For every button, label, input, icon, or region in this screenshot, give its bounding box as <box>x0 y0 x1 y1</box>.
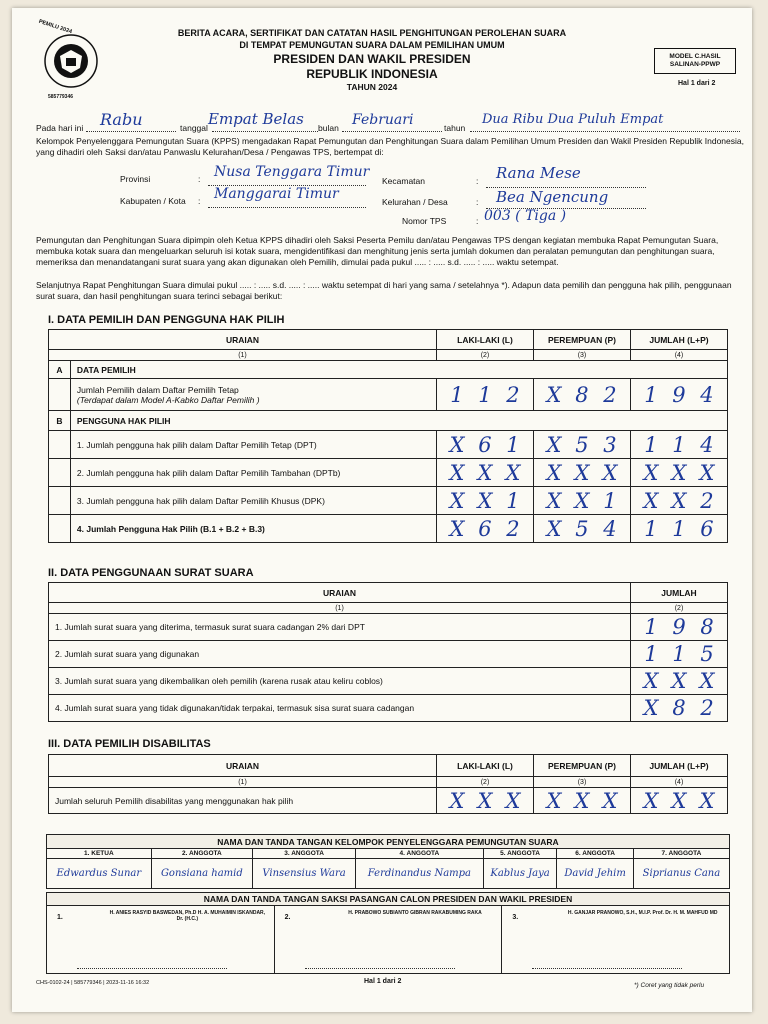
digit: 8 <box>672 696 686 720</box>
digit: X <box>671 669 687 693</box>
tahun-label: tahun <box>444 123 466 133</box>
s1-col-l: LAKI-LAKI (L) <box>436 330 533 350</box>
saksi-cell-1 <box>47 906 275 974</box>
kpps-role: 3. ANGGOTA <box>252 849 355 859</box>
s3-num2: (2) <box>437 777 534 788</box>
table-row <box>49 695 728 722</box>
digit: X <box>546 516 562 541</box>
digit: X <box>643 488 659 513</box>
kpps-signature-table <box>46 834 730 889</box>
form-sheet: PEMILU 2024 585779346 BERITA ACARA, SERTIFIKAT DAN CATATAN HASIL PENGHITUNGAN PEROLEHAN SUARA DI TEMPAT PEMUNGUTAN SUARA DALAM PEMILIHAN UMUM PRESIDEN DAN WAKIL PRESIDEN REPUBLIK INDONESIA TAHUN 2024 MODEL C.HASIL SALINAN-PPWP Hal 1 dari 2 Pada hari ini Rabu tanggal Empat Belas bulan Februari tahun Dua Ribu Dua Puluh Empat Kelompok Penyelenggara Pemungutan Suara (KPPS) mengadakan Rapat Pemungutan dan Penghitungan Suara dalam Pemilihan Umum Presiden dan Wakil Presiden Republik Indonesia, yang dihadiri oleh Saksi dan/atau Panwaslu Kelurahan/Desa / Pengawas TPS, bertempat di: Provinsi : Nusa Tenggara Timur Kabupaten / Kota : Manggarai Timur Kecamatan : Rana Mese Kelurahan / Desa : Bea Ngencung Nomor TPS : 003 ( Tiga ) Pemungutan dan Penghitungan Suara dipimpin oleh Ketua KPPS dihadiri oleh Saksi Peserta Pemilu dan/atau Pengawas TPS dengan kegiatan membuka Rapat Pemungutan Suara, membuka kotak suara dan mengeluarkan seluruh isi kotak suara, mengidentifikasi dan menghitung jenis serta jumlah dokumen dan peralatan pemungutan dan penghitungan suara, memeriksa dan menandatangani surat suara yang akan digunakan oleh Pemilih, dimulai pada pukul ..... : ..... s.d. ..... : ..... waktu setempat. Selanjutnya Rapat Penghitungan Suara dimulai pukul ..... : ..... s.d. ..... : ..... waktu setempat di hari yang sama / setelahnya *). Adapun data pemilih dan pengguna hak pilih, penggunaan surat suara, dan hasil penghitungan suara terinci sebagai berikut: I. DATA PEMILIH DAN PENGGUNA HAK PILIH URAIAN LAKI-LAKI (L) PEREMPUAN (P) JUMLAH (L+P) (1) (2) (3) (4) A DATA PEMILIH Jumlah Pemilih dalam Daftar Pemilih Tetap (Terdapat dalam Model A-Kabko Daftar Pemilih ) 1 1 2 X 8 2 1 9 4 B PENGGUNA HAK PILIH 1. Jumlah pengguna hak pilih dalam Daftar Pemilih Tetap (DPT) X 6 1 X 5 3 1 1 4 2. Jumlah pengguna hak pilih dalam Daftar Pemilih Tambahan (DPTb) X X X X X X X X X 3. Jumlah pengguna hak pilih dalam Daftar Pemilih Khusus (DPK) X X 1 X X 1 X X 2 4. Jumlah Pengguna Hak Pilih (B.1 + B.2 + B.3) X 6 2 X 5 4 1 1 6 II. DATA PENGGUNAAN SURAT SUARA URAIAN JUMLAH (1) (2) 1. Jumlah surat suara yang diterima, termasuk surat suara cadangan 2% dari DPT 1 9 8 2. Jumlah surat suara yang digunakan 1 1 5 3. Jumlah surat suara yang dikembalikan oleh pemilih (karena rusak atau keliru coblos) X X X 4. Jumlah surat suara yang tidak digunakan/tidak terpakai, termasuk sisa surat suara cadangan X 8 2 III. DATA PEMILIH DISABILITAS URAIAN LAKI-LAKI (L) PEREMPUAN (P) JUMLAH (L+P) (1) (2) (3) (4) Jumlah seluruh Pemilih disabilitas yang menggunakan hak pilih X X X X X X X X X NAMA DAN TANDA TANGAN KELOMPOK PENYELENGGARA PEMUNGUTAN SUARA 1. KETUA 2. ANGGOTA 3. ANGGOTA 4. ANGGOTA 5. ANGGOTA 6. ANGGOTA 7. ANGGOTA Edwardus Sunar Gonsiana hamid Vinsensius Wara Ferdinandus Nampa Kablus Jaya David Jehim Siprianus Cana NAMA DAN TANDA TANGAN SAKSI PASANGAN CALON PRESIDEN DAN WAKIL PRESIDEN 1. H. ANIES RASYID BASWEDAN, Ph.D H. A. MUHAIMIN ISKANDAR, Dr. (H.C.) 2. H. PRABOWO SUBIANTO GIBRAN RAKABUMING RAKA 3. H. GANJAR PRANOWO, S.H., M.I.P. Prof. Dr. H. M. MAHFUD MD CHS-0102-24 | 585779346 | 2023-11-16 16:32 Hal 1 dari 2 *) Coret yang tidak perlu <box>12 8 752 1012</box>
saksi-candidate: H. ANIES RASYID BASWEDAN, Ph.D H. A. MUHAIMIN ISKANDAR, Dr. (H.C.) <box>109 910 266 922</box>
digit: X <box>671 788 687 813</box>
b-title: PENGGUNA HAK PILIH <box>70 411 436 431</box>
s1-col-j: JUMLAH (L+P) <box>630 330 727 350</box>
digit: 6 <box>478 516 492 541</box>
footer-note: *) Coret yang tidak perlu <box>634 982 705 989</box>
saksi-cell-3 <box>502 906 730 974</box>
a-row-note: (Terdapat dalam Model A-Kabko Daftar Pemilih ) <box>76 394 260 405</box>
digit: 1 <box>450 382 464 407</box>
s1-num2: (2) <box>436 350 533 361</box>
section1-title: I. DATA PEMILIH DAN PENGGUNA HAK PILIH <box>48 314 285 326</box>
digit: X <box>643 669 659 693</box>
kabupaten-label: Kabupaten / Kota <box>120 196 186 206</box>
kpps-role: 2. ANGGOTA <box>151 849 252 859</box>
digit: X <box>602 460 618 485</box>
s2-num1: (1) <box>49 603 631 614</box>
saksi-no: 1. <box>57 914 63 921</box>
b3-label: 3. Jumlah pengguna hak pilih dalam Daftar Pemilih Khusus (DPK) <box>70 487 436 515</box>
b-code: B <box>49 411 71 431</box>
s1-col-uraian: URAIAN <box>49 330 437 350</box>
digit: X <box>546 488 562 513</box>
s2-num2: (2) <box>631 603 728 614</box>
kpps-signature: Kablus Jaya <box>483 859 557 889</box>
saksi-no: 3. <box>512 914 519 921</box>
kecamatan-value: Rana Mese <box>496 164 581 182</box>
b4-label: 4. Jumlah Pengguna Hak Pilih (B.1 + B.2 + B.3) <box>70 515 436 543</box>
kpps-role: 5. ANGGOTA <box>483 849 557 859</box>
kecamatan-label: Kecamatan <box>382 176 425 186</box>
digit: 1 <box>506 488 520 513</box>
digit: X <box>671 460 687 485</box>
digit: 1 <box>478 382 492 407</box>
s3-col-l: LAKI-LAKI (L) <box>437 755 534 777</box>
header-line5: TAHUN 2024 <box>346 82 398 92</box>
digit: 1 <box>603 488 617 513</box>
digit: X <box>449 432 465 457</box>
s3-num3: (3) <box>534 777 631 788</box>
digit: 1 <box>644 432 658 457</box>
section2-table <box>48 582 728 722</box>
digit: X <box>546 382 562 407</box>
provinsi-label: Provinsi <box>120 174 151 184</box>
a-row-label: Jumlah Pemilih dalam Daftar Pemilih Tetap <box>76 384 239 395</box>
saksi-cell-2 <box>274 906 502 974</box>
digit: X <box>574 788 590 813</box>
table-row <box>49 431 728 459</box>
table-row <box>49 515 728 543</box>
digit: 1 <box>644 642 658 666</box>
s3-col-j: JUMLAH (L+P) <box>631 755 728 777</box>
section3-table <box>48 754 728 814</box>
kpps-role: 6. ANGGOTA <box>557 849 633 859</box>
hari-value: Rabu <box>100 110 143 129</box>
digit: X <box>574 460 590 485</box>
b2-label: 2. Jumlah pengguna hak pilih dalam Daftar Pemilih Tambahan (DPTb) <box>70 459 436 487</box>
digit: X <box>671 488 687 513</box>
saksi-title: NAMA DAN TANDA TANGAN SAKSI PASANGAN CALON PRESIDEN DAN WAKIL PRESIDEN <box>47 893 730 906</box>
logo-text: PEMILU 2024 <box>37 18 73 36</box>
digit: 2 <box>506 516 520 541</box>
digit: 4 <box>700 432 714 457</box>
digit: 1 <box>672 432 686 457</box>
tps-label: Nomor TPS <box>402 216 447 226</box>
digit: X <box>699 669 715 693</box>
digit: 1 <box>644 615 658 639</box>
saksi-no: 2. <box>284 914 291 921</box>
kabupaten-value: Manggarai Timur <box>214 186 339 202</box>
table-row <box>49 459 728 487</box>
body-paragraph-1: Pemungutan dan Penghitungan Suara dipimpin oleh Ketua KPPS dihadiri oleh Saksi Peserta Pemilu dan/atau Pengawas TPS dengan kegiatan membuka Rapat Pemungutan Suara, membuka kotak suara dan mengeluarkan seluruh isi kotak suara, mengidentifikasi dan menghitung jenis serta jumlah dokumen dan peralatan pemungutan dan penghitungan suara, memeriksa dan menandatangani surat suara yang akan digunakan oleh Pemilih, dimulai pada pukul ..... : ..... s.d. ..... : ..... waktu setempat. <box>36 235 719 267</box>
kpps-signature: Edwardus Sunar <box>47 859 152 889</box>
tps-value: 003 ( Tiga ) <box>484 208 567 224</box>
header-line3: PRESIDEN DAN WAKIL PRESIDEN <box>273 52 471 66</box>
digit: 1 <box>672 642 686 666</box>
kpu-logo-icon <box>40 30 102 92</box>
kpps-signature: David Jehim <box>557 859 633 889</box>
kpps-signature: Vinsensius Wara <box>252 859 355 889</box>
tanggal-label: tanggal <box>180 123 208 133</box>
digit: X <box>449 488 465 513</box>
digit: X <box>546 460 562 485</box>
s2-row1-label: 1. Jumlah surat suara yang diterima, termasuk surat suara cadangan 2% dari DPT <box>49 614 631 641</box>
s1-num4: (4) <box>630 350 727 361</box>
hari-label: Pada hari ini <box>36 123 84 133</box>
s3-col-uraian: URAIAN <box>49 755 437 777</box>
tahun-value: Dua Ribu Dua Puluh Empat <box>482 112 664 127</box>
kpps-role: 1. KETUA <box>47 849 152 859</box>
digit: X <box>699 460 715 485</box>
digit: 9 <box>672 615 686 639</box>
s2-row4-label: 4. Jumlah surat suara yang tidak digunakan/tidak terpakai, termasuk sisa surat suara cadangan <box>49 695 631 722</box>
digit: 2 <box>506 382 520 407</box>
s2-row3-label: 3. Jumlah surat suara yang dikembalikan oleh pemilih (karena rusak atau keliru coblos) <box>49 668 631 695</box>
digit: 1 <box>644 382 658 407</box>
kpps-signature: Siprianus Cana <box>633 859 729 889</box>
digit: X <box>602 788 618 813</box>
section3-title: III. DATA PEMILIH DISABILITAS <box>48 738 211 750</box>
s3-num1: (1) <box>49 777 437 788</box>
kpps-signature: Ferdinandus Nampa <box>356 859 483 889</box>
digit: X <box>449 788 465 813</box>
s3-col-p: PEREMPUAN (P) <box>534 755 631 777</box>
digit: X <box>546 788 562 813</box>
digit: X <box>699 788 715 813</box>
digit: X <box>574 488 590 513</box>
digit: X <box>505 788 521 813</box>
table-row <box>49 614 728 641</box>
digit: X <box>477 788 493 813</box>
saksi-signature-table <box>46 892 730 974</box>
s2-row2-label: 2. Jumlah surat suara yang digunakan <box>49 641 631 668</box>
a-code: A <box>49 361 71 379</box>
logo-serial: 585779346 <box>48 94 74 100</box>
section1-table <box>48 329 728 543</box>
saksi-candidate: H. PRABOWO SUBIANTO GIBRAN RAKABUMING RAKA <box>348 910 482 916</box>
bulan-label: bulan <box>318 123 339 133</box>
kpps-role: 4. ANGGOTA <box>356 849 483 859</box>
a-row-label-cell <box>70 379 436 411</box>
digit: 5 <box>575 516 589 541</box>
intro-paragraph: Kelompok Penyelenggara Pemungutan Suara (KPPS) mengadakan Rapat Pemungutan dan Penghitungan Suara dalam Pemilihan Umum Presiden dan Wakil Presiden Republik Indonesia, yang dihadiri oleh Saksi dan/atau Panwaslu Kelurahan/Desa / Pengawas TPS, bertempat di: <box>36 136 744 157</box>
s2-col-jumlah: JUMLAH <box>631 583 728 603</box>
digit: X <box>505 460 521 485</box>
digit: X <box>643 696 659 720</box>
kelurahan-value: Bea Ngencung <box>496 188 609 206</box>
header-line4: REPUBLIK INDONESIA <box>306 67 438 81</box>
provinsi-value: Nusa Tenggara Timur <box>214 164 370 180</box>
saksi-candidate: H. GANJAR PRANOWO, S.H., M.I.P. Prof. Dr. H. M. MAHFUD MD <box>567 910 718 916</box>
digit: 1 <box>672 516 686 541</box>
page-label: Hal 1 dari 2 <box>678 80 716 87</box>
digit: X <box>449 460 465 485</box>
kpps-role: 7. ANGGOTA <box>633 849 729 859</box>
digit: X <box>643 460 659 485</box>
table-row <box>49 487 728 515</box>
digit: 2 <box>700 696 714 720</box>
digit: X <box>477 460 493 485</box>
bulan-value: Februari <box>352 112 414 128</box>
s2-col-uraian: URAIAN <box>49 583 631 603</box>
digit: 4 <box>603 516 617 541</box>
digit: 5 <box>575 432 589 457</box>
digit: X <box>449 516 465 541</box>
digit: 8 <box>700 615 714 639</box>
digit: 6 <box>700 516 714 541</box>
footer-code: CHS-0102-24 | 585779346 | 2023-11-16 16:32 <box>36 980 150 986</box>
tanggal-value: Empat Belas <box>208 110 304 128</box>
digit: 2 <box>700 488 714 513</box>
digit: 5 <box>700 642 714 666</box>
digit: 6 <box>478 432 492 457</box>
digit: 2 <box>603 382 617 407</box>
kelurahan-label: Kelurahan / Desa <box>382 197 448 207</box>
section2-title: II. DATA PENGGUNAAN SURAT SUARA <box>48 567 254 579</box>
b1-label: 1. Jumlah pengguna hak pilih dalam Daftar Pemilih Tetap (DPT) <box>70 431 436 459</box>
kpps-signature: Gonsiana hamid <box>151 859 252 889</box>
digit: X <box>643 788 659 813</box>
kpps-title: NAMA DAN TANDA TANGAN KELOMPOK PENYELENGGARA PEMUNGUTAN SUARA <box>47 835 730 849</box>
body-paragraph-2: Selanjutnya Rapat Penghitungan Suara dimulai pukul ..... : ..... s.d. ..... : ..... waktu setempat di hari yang sama / setelahnya *). Adapun data pemilih dan pengguna hak pilih, penggunaan surat suara, dan hasil penghitungan suara terinci sebagai berikut: <box>36 280 732 301</box>
model-label: MODEL C.HASIL SALINAN-PPWP <box>654 48 736 74</box>
table-row <box>49 788 728 814</box>
footer-page: Hal 1 dari 2 <box>364 978 402 985</box>
s1-num1: (1) <box>49 350 437 361</box>
header-line2: DI TEMPAT PEMUNGUTAN SUARA DALAM PEMILIHAN UMUM <box>239 40 505 50</box>
s3-row-label: Jumlah seluruh Pemilih disabilitas yang menggunakan hak pilih <box>49 788 437 814</box>
digit: X <box>477 488 493 513</box>
digit: 1 <box>506 432 520 457</box>
digit: 9 <box>672 382 686 407</box>
digit: 8 <box>575 382 589 407</box>
s1-col-p: PEREMPUAN (P) <box>533 330 630 350</box>
s3-num4: (4) <box>631 777 728 788</box>
s1-num3: (3) <box>533 350 630 361</box>
digit: 1 <box>644 516 658 541</box>
table-row <box>49 641 728 668</box>
digit: 3 <box>603 432 617 457</box>
digit: 4 <box>700 382 714 407</box>
table-row <box>49 668 728 695</box>
digit: X <box>546 432 562 457</box>
a-title: DATA PEMILIH <box>70 361 436 379</box>
header-line1: BERITA ACARA, SERTIFIKAT DAN CATATAN HASIL PENGHITUNGAN PEROLEHAN SUARA <box>177 28 567 38</box>
